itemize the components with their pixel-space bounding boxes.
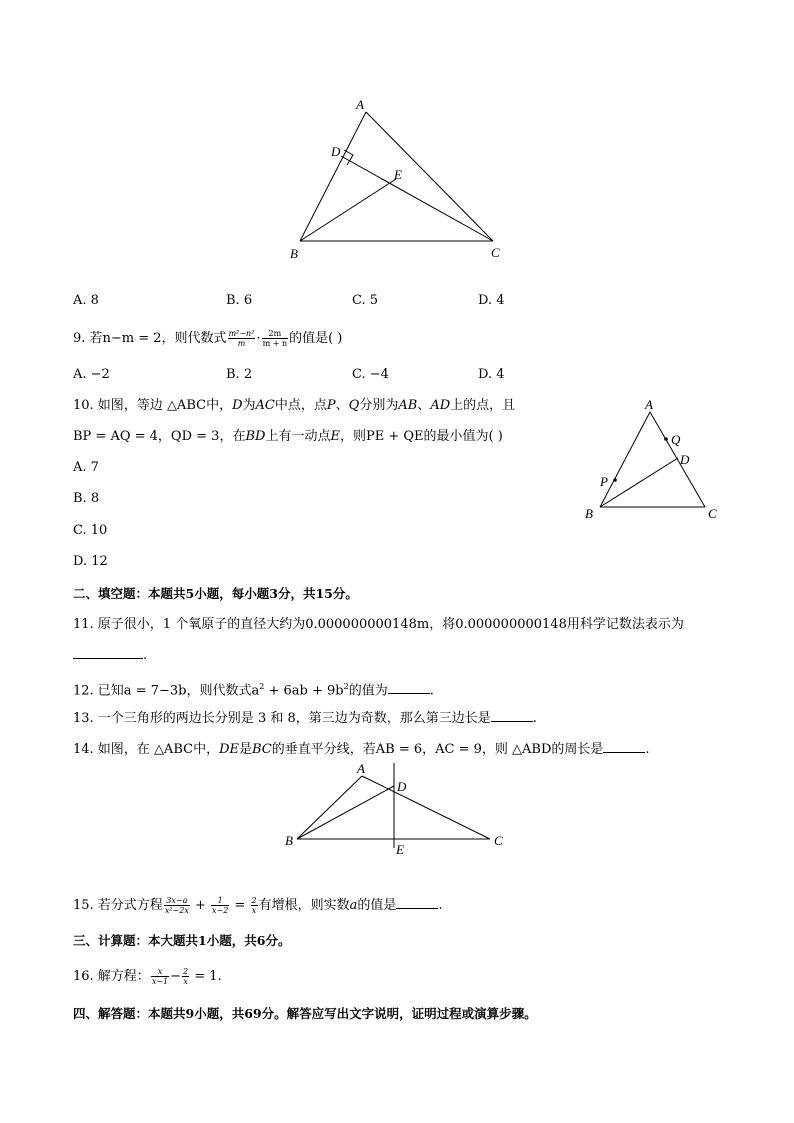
q10-var-p: P: [326, 398, 336, 413]
q9-frac1-num: m²−n²: [228, 329, 255, 338]
q15-text: 15. 若分式方程: [73, 898, 163, 913]
q15-frac2-num: 1: [211, 896, 229, 906]
section-3-text: 分。: [265, 933, 291, 948]
q10-var-q: Q: [348, 398, 360, 413]
q10-option-b: B. 8: [73, 491, 100, 506]
q15-equals: =: [230, 898, 250, 913]
question-11: 11. 原子很小，1 个氧原子的直径大约为0.000000000148m，将0.000000000148用科学记数法表示为: [73, 617, 684, 632]
q14-var-de: DE: [219, 742, 239, 757]
q9-suffix: 的值是( ): [289, 331, 343, 346]
q10-var-d: D: [232, 398, 243, 413]
q14-end: .: [645, 742, 650, 757]
question-16: [73, 966, 222, 988]
q10-text: 上的点，且: [450, 398, 516, 413]
q10-var-e: E: [330, 429, 340, 444]
section-2-num: 3: [269, 586, 278, 601]
q11-end: .: [143, 648, 148, 663]
q15-end: .: [438, 898, 443, 913]
answer-blank[interactable]: [603, 740, 645, 753]
q15-frac3-num: 2: [251, 896, 257, 905]
q16-minus: −: [170, 969, 182, 984]
q16-frac1-den: x−1: [151, 977, 169, 986]
q10-text: 10. 如图，等边 △ABC中，: [73, 398, 233, 413]
q12-end: .: [429, 683, 434, 699]
q9-fraction-2: [262, 329, 289, 348]
q10-option-a: A. 7: [73, 460, 99, 475]
label-c: C: [491, 245, 500, 260]
q15-frac2-den: x−2: [212, 906, 229, 915]
point-p: [613, 478, 617, 482]
q15-plus: +: [190, 898, 211, 913]
q16-text: = 1.: [190, 969, 222, 984]
section-2-text: 分。: [332, 586, 358, 601]
section-3-text: 小题，共: [206, 933, 257, 948]
section-4-text: 四、解答题：本题共: [73, 1006, 186, 1021]
section-2-heading: [73, 585, 358, 603]
label-a: A: [356, 97, 364, 112]
label-a: A: [645, 398, 653, 412]
section-4-text: 小题，共: [194, 1006, 245, 1021]
q9-option-c: C. −4: [352, 367, 389, 382]
q8-option-c: C. 5: [352, 293, 379, 308]
q12-sup: 2: [259, 682, 265, 691]
q9-option-a: A. −2: [73, 367, 110, 382]
q9-option-b: B. 2: [226, 367, 253, 382]
label-d: D: [331, 144, 341, 159]
q10-var-ac: AC: [255, 398, 275, 413]
section-3-text: 三、计算题：本大题共: [73, 933, 199, 948]
q16-fraction-1: [151, 967, 169, 986]
question-12: [73, 678, 434, 700]
q13-end: .: [532, 711, 537, 726]
q16-frac2-num: 2: [183, 967, 189, 976]
answer-blank[interactable]: [73, 646, 143, 659]
q10-text: BP = AQ = 4，QD = 3，在: [73, 429, 246, 444]
q10-text: 中点，点: [274, 398, 327, 413]
figure-q14-triangle: [280, 760, 520, 860]
q10-text: 上有一动点: [265, 429, 331, 444]
section-2-text: 小题，每小题: [194, 586, 270, 601]
label-c: C: [708, 506, 717, 521]
q10-text: 、: [335, 398, 349, 413]
q15-fraction-1: [164, 896, 190, 915]
q12-text: 12. 已知a = 7−3b，则代数式a: [73, 683, 260, 699]
q12-text: + 6ab + 9b: [264, 683, 344, 699]
section-3-heading: [73, 932, 290, 950]
answer-blank[interactable]: [491, 709, 533, 722]
question-15: [73, 895, 443, 917]
answer-blank[interactable]: [396, 896, 438, 909]
point-q: [664, 437, 668, 441]
section-2-num: 5: [185, 586, 195, 601]
q14-text: 是: [239, 742, 253, 757]
q9-prefix: 9. 若n−m = 2，则代数式: [73, 331, 227, 346]
answer-blank[interactable]: [388, 681, 430, 694]
q15-fraction-3: [251, 896, 258, 915]
q10-text: 、: [417, 398, 431, 413]
label-d: D: [397, 779, 407, 794]
q16-frac1-num: x: [151, 967, 169, 977]
q16-text: 16. 解方程：: [73, 969, 150, 984]
q9-fraction-1: [228, 329, 256, 348]
label-a: A: [357, 761, 365, 776]
label-e: E: [394, 167, 402, 182]
q14-var-bc: BC: [252, 742, 272, 757]
section-4-num: 9: [185, 1006, 195, 1021]
q12-sup: 2: [343, 682, 349, 691]
q9-frac2-num: 2m: [262, 329, 289, 339]
q10-var-ad: AD: [430, 398, 451, 413]
q10-text: 分别为: [359, 398, 399, 413]
q15-frac1-num: 3x−a: [164, 896, 190, 906]
q15-text: 有增根，则实数: [258, 898, 350, 913]
section-2-num: 15: [315, 586, 333, 601]
section-3-num: 1: [198, 933, 207, 948]
figure-q8-triangle: [280, 95, 520, 270]
q15-frac3-den: x: [251, 906, 257, 915]
q9-frac2-den: m + n: [262, 339, 288, 348]
q16-frac2-den: x: [183, 977, 188, 986]
q10-var-bd: BD: [245, 429, 266, 444]
q14-text: 的垂直平分线，若AB = 6，AC = 9，则 △ABD的周长是: [271, 742, 604, 757]
q10-text: 为: [242, 398, 256, 413]
question-14: [73, 740, 650, 759]
section-4-heading: [73, 1005, 537, 1023]
q9-dot: ·: [256, 331, 261, 346]
q15-frac1-den: x²−2x: [164, 906, 189, 915]
q8-option-a: A. 8: [73, 293, 99, 308]
question-11-answer-line: [73, 646, 147, 665]
q9-option-d: D. 4: [478, 367, 505, 382]
q15-fraction-2: [211, 896, 229, 915]
section-2-text: 二、填空题：本题共: [73, 586, 186, 601]
section-4-text: 分。解答应写出文字说明，证明过程或演算步骤。: [261, 1006, 537, 1021]
section-3-num: 6: [256, 933, 266, 948]
q8-option-b: B. 6: [226, 293, 253, 308]
q10-var-ab: AB: [398, 398, 418, 413]
figure-q10-triangle: [580, 398, 730, 526]
q10-option-c: C. 10: [73, 523, 108, 538]
q12-text: 的值为: [348, 683, 388, 699]
label-b: B: [285, 833, 293, 848]
q15-text: 的值是: [357, 898, 397, 913]
q16-fraction-2: [182, 967, 189, 986]
q8-option-d: D. 4: [478, 293, 505, 308]
label-p: P: [600, 474, 608, 489]
label-d: D: [680, 452, 690, 467]
q9-frac1-den: m: [237, 339, 246, 348]
q13-text: 13. 一个三角形的两边长分别是 3 和 8，第三边为奇数，那么第三边长是: [73, 711, 491, 726]
label-b: B: [290, 246, 298, 261]
label-e: E: [396, 842, 404, 857]
q10-option-d: D. 12: [73, 554, 108, 569]
label-b: B: [585, 506, 593, 521]
q15-var-a: a: [349, 898, 358, 913]
section-2-text: 分，共: [277, 586, 316, 601]
question-10-line-2: [73, 428, 503, 446]
label-c: C: [494, 833, 503, 848]
section-4-num: 69: [244, 1006, 262, 1021]
question-10-line-1: [73, 397, 515, 415]
question-13: [73, 709, 537, 728]
q10-text: ，则PE + QE的最小值为( ): [339, 429, 503, 444]
question-9: [73, 328, 342, 350]
q14-text: 14. 如图，在 △ABC中，: [73, 742, 220, 757]
label-q: Q: [671, 432, 681, 447]
